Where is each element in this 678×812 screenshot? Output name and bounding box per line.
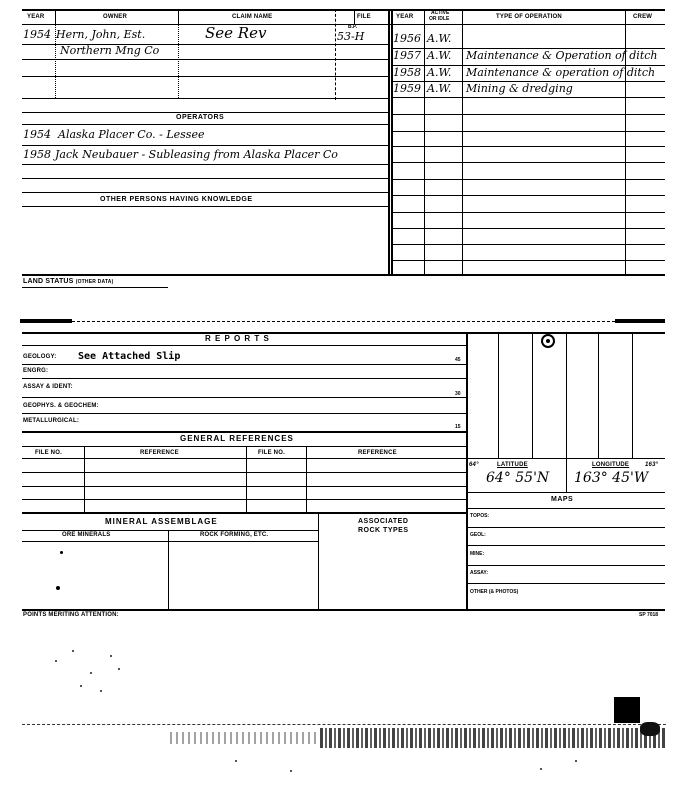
ore-minerals-label: ORE MINERALS [62, 532, 111, 538]
op-status-1: A.W. [427, 32, 452, 45]
header-type-of-operation: TYPE OF OPERATION [496, 14, 562, 20]
op-type-4: Mining & dredging [466, 82, 573, 95]
op-status-2: A.W. [427, 49, 452, 62]
assay-map-label: ASSAY: [470, 570, 489, 576]
header-owner: OWNER [103, 14, 127, 20]
geol-label: GEOL: [470, 532, 486, 538]
rock-forming-label: ROCK FORMING, ETC. [200, 532, 269, 538]
owner-name: Hern, John, Est. [56, 28, 146, 41]
file-number: 53-H [337, 30, 365, 43]
op-year-4: 1959 [393, 82, 421, 95]
land-status-label: LAND STATUS (OTHER DATA) [23, 278, 114, 285]
operator-name-1: Alaska Placer Co. - Lessee [58, 128, 205, 141]
associated-label: ASSOCIATED [358, 518, 409, 525]
longitude-label: LONGITUDE [592, 462, 630, 468]
metallurgical-label: METALLURGICAL: [23, 418, 80, 424]
owner-year: 1954 [23, 28, 51, 41]
gr-file-no: FILE NO. [35, 450, 62, 456]
operator-name-2: Jack Neubauer - Subleasing from Alaska Placer Co [55, 148, 338, 161]
header-crew: CREW [633, 14, 653, 20]
claim-name: See Rev [205, 24, 267, 42]
header-active: ACTIVE [431, 10, 450, 16]
num-15: 15 [455, 424, 461, 430]
op-status-4: A.W. [427, 82, 452, 95]
reports-title: R E P O R T S [205, 334, 270, 343]
other-photos-label: OTHER (& PHOTOS) [470, 589, 519, 595]
gr-reference-2: REFERENCE [358, 450, 397, 456]
op-year-2: 1957 [393, 49, 421, 62]
points-meriting-label: POINTS MERITING ATTENTION: [23, 612, 119, 618]
rock-types-label: ROCK TYPES [358, 527, 409, 534]
long-suffix: 163° [645, 462, 659, 468]
header-claim-name: CLAIM NAME [232, 14, 273, 20]
op-type-3: Maintenance & operation of ditch [466, 66, 656, 79]
lat-prefix: 64° [469, 462, 479, 468]
op-year-1: 1956 [393, 32, 421, 45]
geophys-label: GEOPHYS. & GEOCHEM: [23, 403, 99, 409]
owner-name-2: Northern Mng Co [60, 44, 160, 57]
gr-reference: REFERENCE [140, 450, 179, 456]
operator-year-2: 1958 [23, 148, 51, 161]
other-persons-title: OTHER PERSONS HAVING KNOWLEDGE [100, 196, 253, 203]
gr-file-no-2: FILE NO. [258, 450, 285, 456]
latitude-label: LATITUDE [497, 462, 528, 468]
header-or-idle: OR IDLE [429, 16, 450, 22]
engrg-label: ENGRG: [23, 368, 49, 374]
op-status-3: A.W. [427, 66, 452, 79]
mineral-assemblage-title: MINERAL ASSEMBLAGE [105, 517, 218, 526]
operators-title: OPERATORS [176, 114, 225, 121]
header-year: YEAR [27, 14, 45, 20]
op-year-3: 1958 [393, 66, 421, 79]
operator-year-1: 1954 [23, 128, 51, 141]
geology-label: GEOLOGY: [23, 354, 57, 360]
num-45: 45 [455, 357, 461, 363]
maps-title: MAPS [551, 496, 574, 503]
mine-label: MINE: [470, 551, 485, 557]
num-30: 30 [455, 391, 461, 397]
topos-label: TOPOS: [470, 513, 490, 519]
section-marker-icon [541, 334, 555, 348]
assay-label: ASSAY & IDENT: [23, 384, 73, 390]
latitude-value: 64° 55'N [486, 470, 550, 486]
general-references-title: GENERAL REFERENCES [180, 434, 294, 443]
geology-value: See Attached Slip [78, 351, 181, 362]
header-year2: YEAR [396, 14, 414, 20]
form-code: SP 7018 [639, 612, 659, 618]
file-sup: B.P. [348, 24, 358, 30]
longitude-value: 163° 45'W [574, 470, 649, 486]
op-type-2: Maintenance & Operation of ditch [466, 49, 658, 62]
header-file: FILE [357, 14, 371, 20]
